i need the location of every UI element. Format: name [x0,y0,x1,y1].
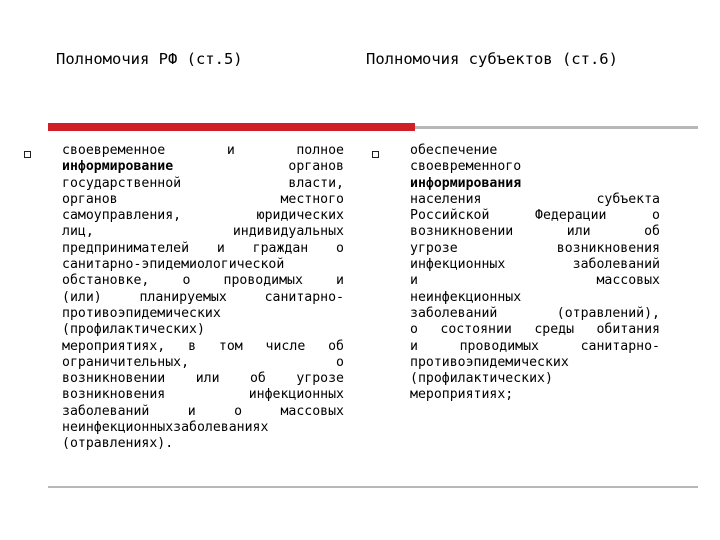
bottom-divider [48,486,698,488]
text-line: Российской Федерации о [410,208,660,224]
text-line: противоэпидемических [410,354,569,370]
text-line: обеспечение [410,143,498,158]
text-line: обстановке, о проводимых и [62,273,344,289]
text-line: населения субъекта [410,191,660,207]
text-line [410,176,660,192]
text-line: неинфекционныхзаболеваниях [62,420,269,436]
heading-federal-powers: Полномочия РФ (ст.5) [56,50,243,68]
text-line: своевременного [410,159,522,175]
text-line: мероприятиях; [410,387,514,403]
text-line: противоэпидемических [62,305,221,321]
text-line: (профилактических) [62,322,205,338]
text-line: (или) планируемых санитарно- [62,289,344,305]
text-line: и проводимых санитарно- [410,338,660,354]
text-line: ограничительных, о [62,354,344,370]
text-line: инфекционных заболеваний [410,257,660,273]
text-line: органов местного [62,191,344,207]
text-line: возникновении или об [410,224,660,240]
text-line: возникновении или об угрозе [62,371,344,387]
federal-powers-text [62,143,344,453]
text-line: (отравлениях). [62,436,174,452]
top-divider-red-accent [48,123,415,131]
square-bullet-icon [24,151,31,158]
square-bullet-icon [372,151,379,158]
text-line: заболеваний (отравлений), [410,305,660,321]
text-line: лиц, индивидуальных [62,224,344,240]
text-line: неинфекционных [410,289,522,305]
text-line: мероприятиях, в том числе об [62,338,344,354]
emphasis-text: информирования [410,175,522,191]
text-line: о состоянии среды обитания [410,322,660,338]
text-line: угрозе возникновения [410,240,660,256]
text-line: санитарно-эпидемиологической [62,257,285,273]
text-line: и массовых [410,273,660,289]
text-line: заболеваний и о массовых [62,403,344,419]
text-line: (профилактических) [410,371,553,387]
text-line: информирование органов [62,159,344,175]
text-line: своевременное и полное [62,143,344,158]
text-line: самоуправления, юридических [62,208,344,224]
text-line: государственной власти, [62,175,344,191]
heading-subject-powers: Полномочия субъектов (ст.6) [366,50,618,68]
text-line: предпринимателей и граждан о [62,240,344,256]
emphasis-text: информирование [62,159,174,175]
subject-powers-text [410,143,660,404]
text-line: возникновения инфекционных [62,387,344,403]
